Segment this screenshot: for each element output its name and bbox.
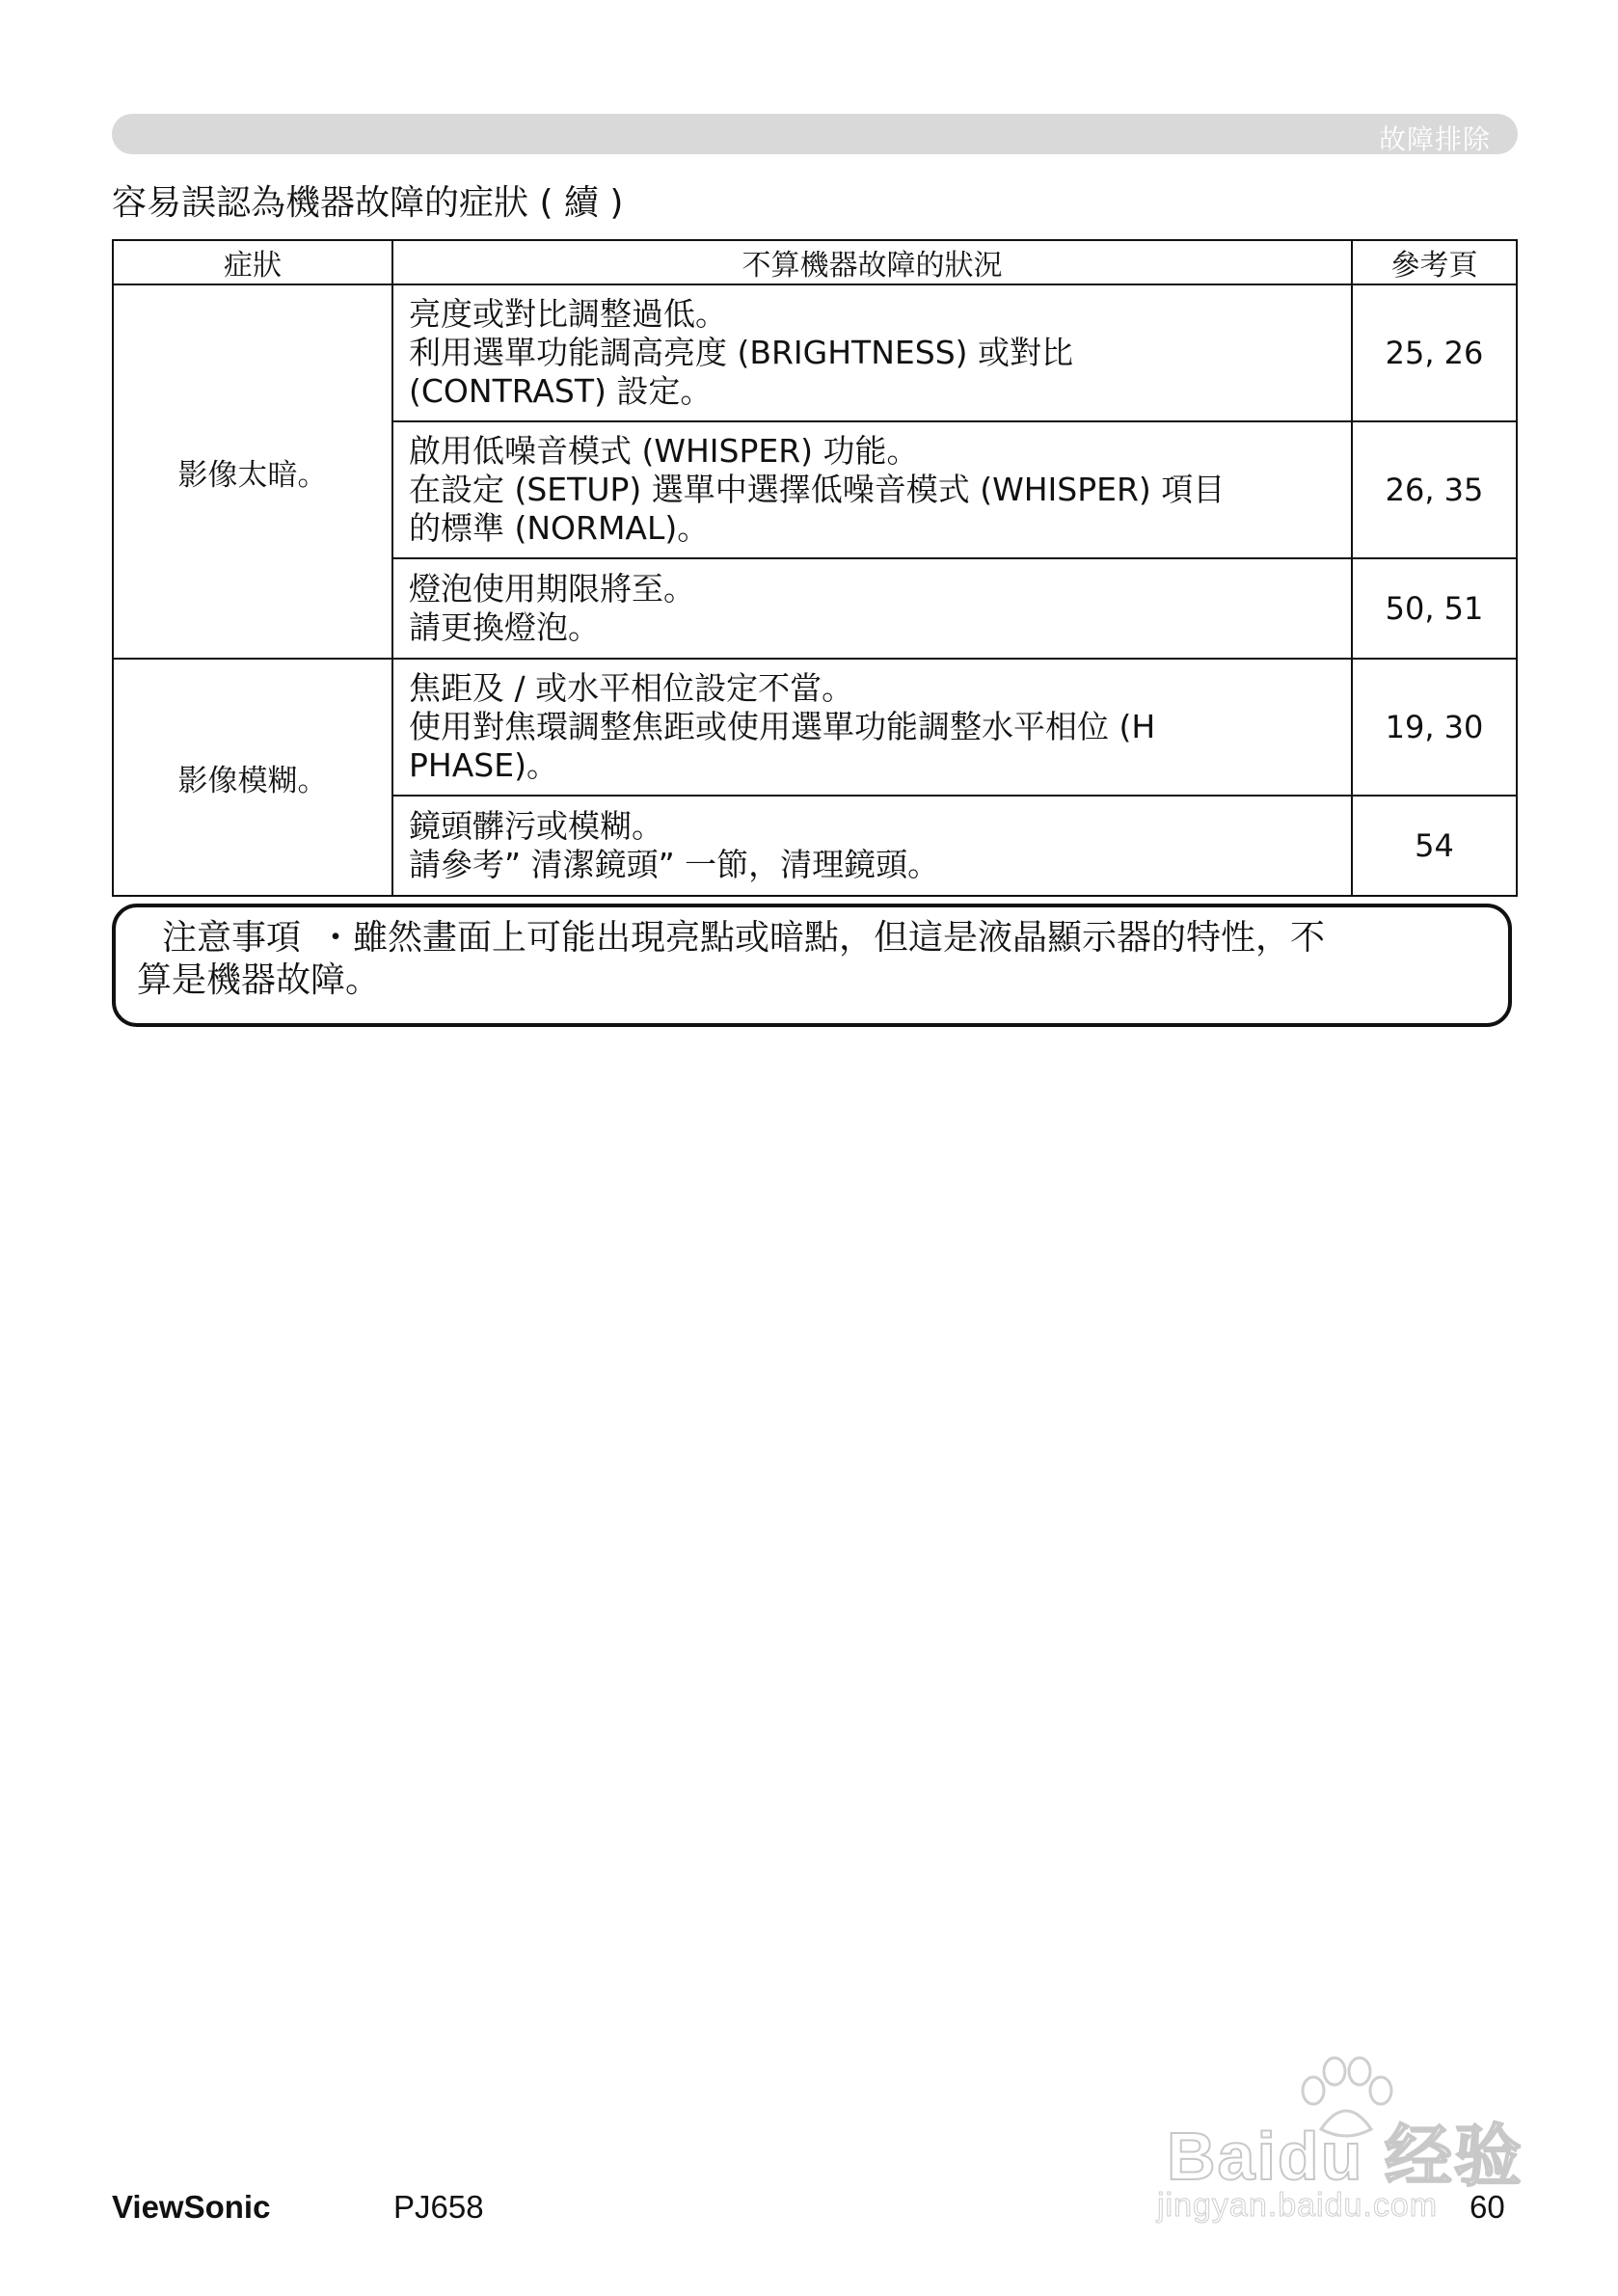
situation-line: 燈泡使用期限將至。 [409,570,695,608]
table-row [113,284,1517,421]
situation-cell [392,284,1352,421]
page-ref-cell: 25, 26 [1352,284,1517,421]
baidu-watermark [1147,2064,1533,2256]
symptom-cell: 影像太暗。 [113,284,392,659]
header-bar [112,114,1518,154]
situation-cell [392,421,1352,558]
troubleshooting-table [112,239,1518,897]
page-ref-cell: 54 [1352,796,1517,896]
symptom-cell: 影像模糊。 [113,659,392,896]
page-title: 容易誤認為機器故障的症狀 ( 續 ) [112,183,624,223]
situation-line: 啟用低噪音模式 (WHISPER) 功能。 [409,432,919,470]
situation-line: (CONTRAST) 設定。 [409,372,713,410]
situation-line: 請更換燈泡。 [409,608,600,646]
section-label: 故障排除 [1378,123,1491,155]
situation-line: 的標準 (NORMAL)。 [409,509,710,547]
situation-line: 利用選單功能調高亮度 (BRIGHTNESS) 或對比 [409,334,1074,371]
situation-line: 使用對焦環調整焦距或使用選單功能調整水平相位 (H [409,708,1156,745]
header-page: 參考頁 [1352,240,1517,284]
situation-line: 請參考” 清潔鏡頭” 一節，清理鏡頭。 [409,846,940,883]
watermark-brand: Baidu 经验 [1167,2119,1524,2194]
note-text: ・雖然畫面上可能出現亮點或暗點，但這是液晶顯示器的特性，不 [318,918,1326,958]
header-symptom: 症狀 [113,240,392,284]
situation-cell [392,659,1352,796]
page-ref-cell: 26, 35 [1352,421,1517,558]
note-label: 注意事項 [162,918,302,958]
situation-cell [392,558,1352,659]
situation-line: PHASE)。 [409,746,558,784]
situation-line: 在設定 (SETUP) 選單中選擇低噪音模式 (WHISPER) 項目 [409,471,1226,508]
watermark-url: jingyan.baidu.com [1157,2187,1439,2224]
page-number: 60 [1470,2189,1505,2225]
note-line [137,917,1491,959]
situation-cell [392,796,1352,896]
situation-line: 鏡頭髒污或模糊。 [409,807,663,845]
header-situation: 不算機器故障的狀況 [392,240,1352,284]
footer-model: PJ658 [393,2189,484,2225]
caution-note [112,904,1512,1027]
table-row [113,659,1517,796]
situation-line: 亮度或對比調整過低。 [409,295,727,333]
footer-brand: ViewSonic [112,2189,271,2225]
page-ref-cell: 19, 30 [1352,659,1517,796]
note-text-continued: 算是機器故障。 [137,960,381,1000]
situation-line: 焦距及 / 或水平相位設定不當。 [409,669,854,707]
table-header-row [113,240,1517,284]
page-ref-cell: 50, 51 [1352,558,1517,659]
